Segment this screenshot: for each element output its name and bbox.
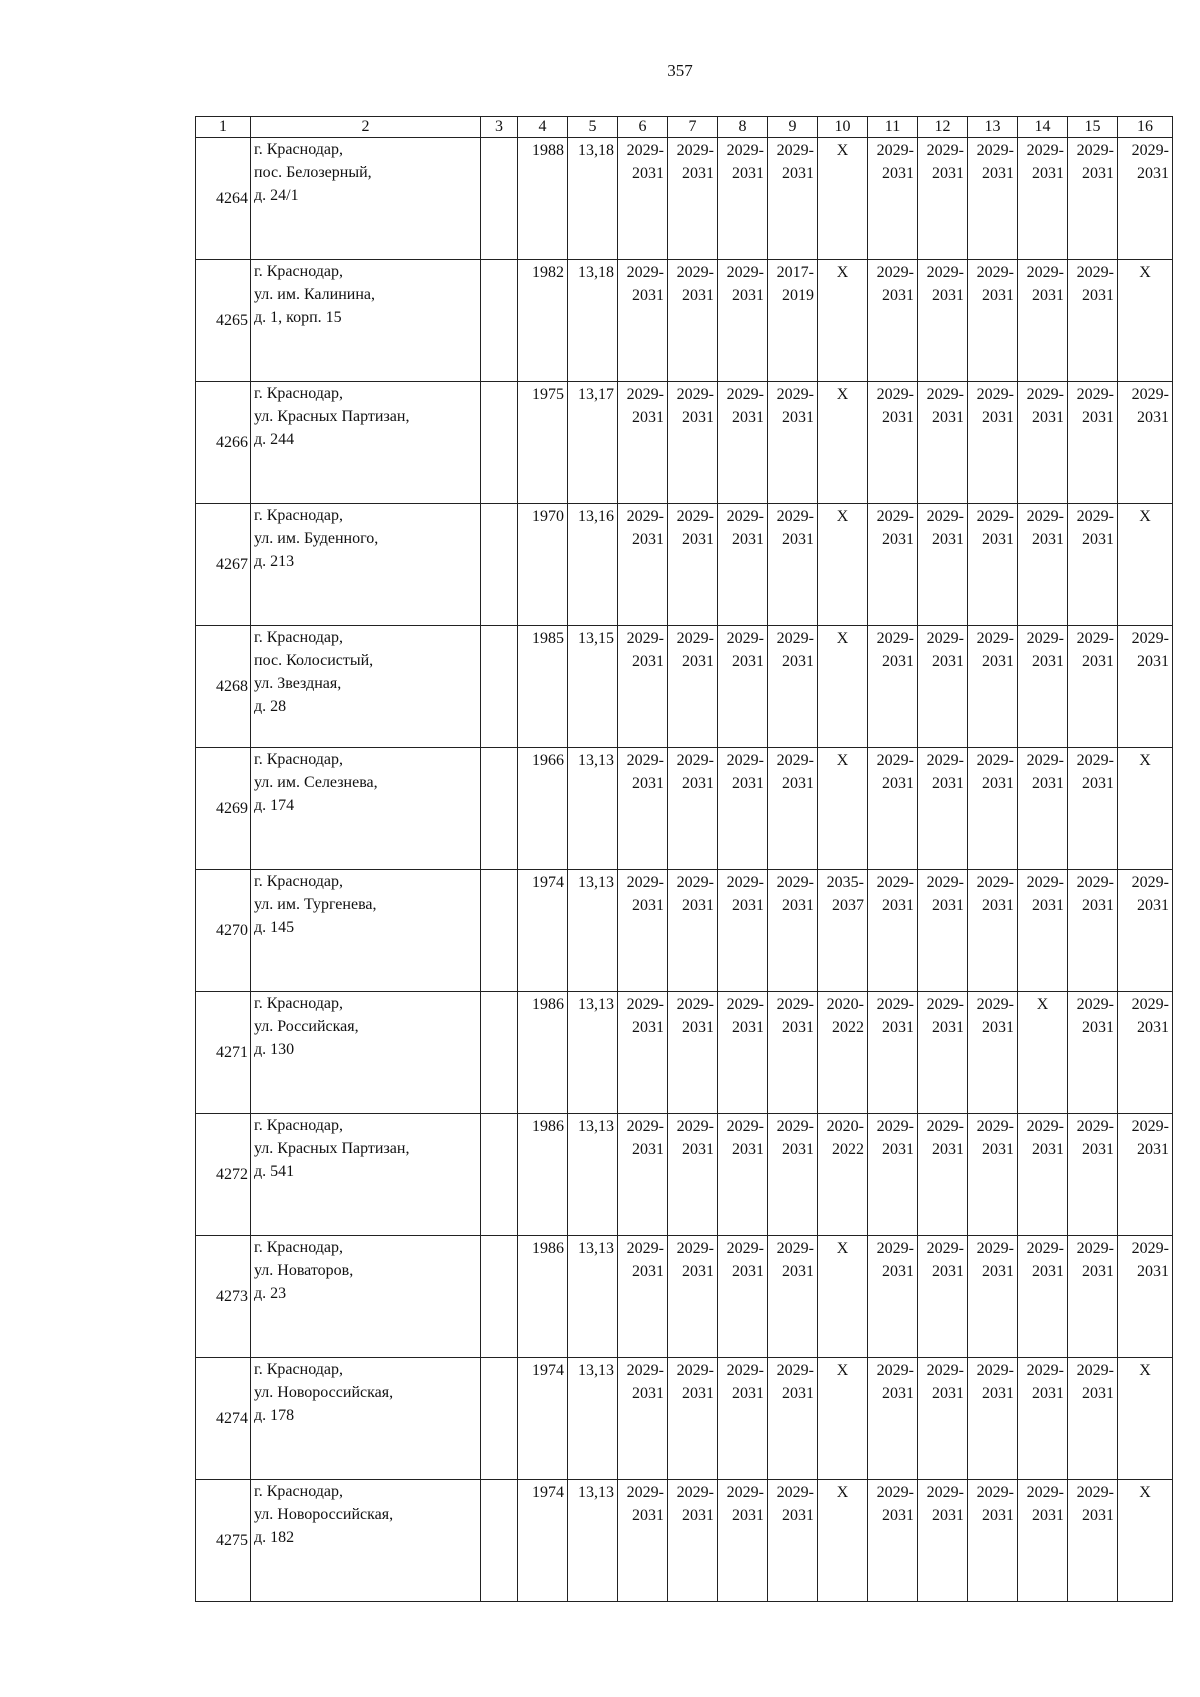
period-cell: X bbox=[1118, 1480, 1173, 1602]
period-cell: 2029- 2031 bbox=[668, 504, 718, 626]
period-cell: X bbox=[1118, 1358, 1173, 1480]
period-cell: 2029- 2031 bbox=[1018, 138, 1068, 260]
period-cell: 2029- 2031 bbox=[668, 992, 718, 1114]
period-cell: 2029- 2031 bbox=[918, 992, 968, 1114]
period-cell: 2029- 2031 bbox=[968, 748, 1018, 870]
period-cell: 2029- 2031 bbox=[918, 870, 968, 992]
period-cell: 2029- 2031 bbox=[618, 504, 668, 626]
page-number: 357 bbox=[667, 61, 693, 80]
period-cell: 2029- 2031 bbox=[868, 260, 918, 382]
repair-schedule-table bbox=[195, 116, 1173, 1602]
period-cell: 2029- 2031 bbox=[918, 138, 968, 260]
column-header: 9 bbox=[768, 117, 818, 138]
period-cell: 2029- 2031 bbox=[618, 626, 668, 748]
address-cell: г. Краснодар, ул. Российская, д. 130 bbox=[251, 992, 481, 1114]
period-cell: 2029- 2031 bbox=[1118, 626, 1173, 748]
period-cell: 2029- 2031 bbox=[868, 504, 918, 626]
address-cell: г. Краснодар, ул. Красных Партизан, д. 244 bbox=[251, 382, 481, 504]
period-cell: 2029- 2031 bbox=[768, 1480, 818, 1602]
period-cell: 2029- 2031 bbox=[968, 260, 1018, 382]
wear-cell: 13,13 bbox=[568, 1114, 618, 1236]
build-year-cell: 1975 bbox=[518, 382, 568, 504]
period-cell: 2029- 2031 bbox=[918, 382, 968, 504]
period-cell: 2029- 2031 bbox=[868, 992, 918, 1114]
row-number: 4274 bbox=[196, 1358, 251, 1480]
col3-cell bbox=[481, 504, 518, 626]
period-cell: 2029- 2031 bbox=[668, 870, 718, 992]
period-cell: X bbox=[818, 504, 868, 626]
period-cell: 2029- 2031 bbox=[868, 1358, 918, 1480]
col3-cell bbox=[481, 138, 518, 260]
build-year-cell: 1988 bbox=[518, 138, 568, 260]
row-number: 4266 bbox=[196, 382, 251, 504]
period-cell: X bbox=[818, 1236, 868, 1358]
period-cell: 2029- 2031 bbox=[1018, 626, 1068, 748]
address-cell: г. Краснодар, пос. Белозерный, д. 24/1 bbox=[251, 138, 481, 260]
period-cell: 2029- 2031 bbox=[768, 382, 818, 504]
period-cell: 2029- 2031 bbox=[1068, 382, 1118, 504]
period-cell: 2029- 2031 bbox=[1068, 1480, 1118, 1602]
col3-cell bbox=[481, 1114, 518, 1236]
row-number: 4272 bbox=[196, 1114, 251, 1236]
column-number-header-row bbox=[196, 117, 1173, 138]
column-header: 8 bbox=[718, 117, 768, 138]
period-cell: 2029- 2031 bbox=[1068, 1114, 1118, 1236]
column-header: 14 bbox=[1018, 117, 1068, 138]
period-cell: 2029- 2031 bbox=[1068, 504, 1118, 626]
col3-cell bbox=[481, 382, 518, 504]
period-cell: X bbox=[1118, 260, 1173, 382]
period-cell: 2029- 2031 bbox=[868, 1480, 918, 1602]
address-cell: г. Краснодар, ул. им. Тургенева, д. 145 bbox=[251, 870, 481, 992]
period-cell: 2029- 2031 bbox=[868, 382, 918, 504]
column-header: 16 bbox=[1118, 117, 1173, 138]
period-cell: 2029- 2031 bbox=[668, 382, 718, 504]
period-cell: 2029- 2031 bbox=[968, 504, 1018, 626]
period-cell: 2029- 2031 bbox=[668, 1358, 718, 1480]
period-cell: X bbox=[1118, 748, 1173, 870]
build-year-cell: 1966 bbox=[518, 748, 568, 870]
period-cell: 2029- 2031 bbox=[618, 992, 668, 1114]
address-cell: г. Краснодар, ул. Красных Партизан, д. 541 bbox=[251, 1114, 481, 1236]
period-cell: 2029- 2031 bbox=[1068, 626, 1118, 748]
period-cell: 2029- 2031 bbox=[868, 748, 918, 870]
period-cell: 2029- 2031 bbox=[918, 626, 968, 748]
col3-cell bbox=[481, 626, 518, 748]
period-cell: 2029- 2031 bbox=[618, 138, 668, 260]
column-header: 15 bbox=[1068, 117, 1118, 138]
wear-cell: 13,15 bbox=[568, 626, 618, 748]
col3-cell bbox=[481, 1236, 518, 1358]
col3-cell bbox=[481, 1358, 518, 1480]
period-cell: 2029- 2031 bbox=[718, 626, 768, 748]
period-cell: 2029- 2031 bbox=[1118, 992, 1173, 1114]
wear-cell: 13,18 bbox=[568, 138, 618, 260]
period-cell: 2029- 2031 bbox=[668, 138, 718, 260]
period-cell: 2029- 2031 bbox=[768, 626, 818, 748]
build-year-cell: 1986 bbox=[518, 1114, 568, 1236]
row-number: 4265 bbox=[196, 260, 251, 382]
col3-cell bbox=[481, 992, 518, 1114]
period-cell: X bbox=[818, 260, 868, 382]
period-cell: 2029- 2031 bbox=[968, 870, 1018, 992]
period-cell: 2029- 2031 bbox=[668, 1480, 718, 1602]
col3-cell bbox=[481, 870, 518, 992]
col3-cell bbox=[481, 748, 518, 870]
period-cell: 2020- 2022 bbox=[818, 992, 868, 1114]
period-cell: 2029- 2031 bbox=[1018, 504, 1068, 626]
period-cell: 2029- 2031 bbox=[968, 1480, 1018, 1602]
row-number: 4269 bbox=[196, 748, 251, 870]
period-cell: 2029- 2031 bbox=[668, 626, 718, 748]
column-header: 13 bbox=[968, 117, 1018, 138]
period-cell: 2020- 2022 bbox=[818, 1114, 868, 1236]
period-cell: 2029- 2031 bbox=[1018, 382, 1068, 504]
period-cell: 2029- 2031 bbox=[1018, 1236, 1068, 1358]
row-number: 4268 bbox=[196, 626, 251, 748]
period-cell: 2029- 2031 bbox=[768, 504, 818, 626]
period-cell: 2029- 2031 bbox=[718, 748, 768, 870]
period-cell: 2029- 2031 bbox=[868, 870, 918, 992]
period-cell: 2029- 2031 bbox=[968, 1236, 1018, 1358]
period-cell: 2029- 2031 bbox=[618, 382, 668, 504]
period-cell: 2029- 2031 bbox=[1118, 1114, 1173, 1236]
period-cell: 2029- 2031 bbox=[718, 260, 768, 382]
period-cell: 2029- 2031 bbox=[1068, 870, 1118, 992]
address-cell: г. Краснодар, ул. им. Буденного, д. 213 bbox=[251, 504, 481, 626]
period-cell: 2029- 2031 bbox=[718, 382, 768, 504]
period-cell: 2029- 2031 bbox=[1018, 1114, 1068, 1236]
period-cell: X bbox=[818, 1480, 868, 1602]
build-year-cell: 1974 bbox=[518, 870, 568, 992]
wear-cell: 13,13 bbox=[568, 1236, 618, 1358]
period-cell: 2029- 2031 bbox=[668, 1114, 718, 1236]
wear-cell: 13,13 bbox=[568, 992, 618, 1114]
period-cell: 2029- 2031 bbox=[1018, 1358, 1068, 1480]
column-header: 5 bbox=[568, 117, 618, 138]
period-cell: 2029- 2031 bbox=[768, 138, 818, 260]
column-header: 4 bbox=[518, 117, 568, 138]
period-cell: 2029- 2031 bbox=[918, 748, 968, 870]
period-cell: 2029- 2031 bbox=[718, 1236, 768, 1358]
period-cell: 2029- 2031 bbox=[868, 1236, 918, 1358]
period-cell: 2029- 2031 bbox=[718, 504, 768, 626]
period-cell: 2029- 2031 bbox=[868, 626, 918, 748]
table-row bbox=[196, 748, 1173, 870]
period-cell: 2029- 2031 bbox=[1118, 382, 1173, 504]
build-year-cell: 1986 bbox=[518, 992, 568, 1114]
period-cell: 2029- 2031 bbox=[718, 870, 768, 992]
period-cell: 2029- 2031 bbox=[618, 1480, 668, 1602]
row-number: 4267 bbox=[196, 504, 251, 626]
column-header: 3 bbox=[481, 117, 518, 138]
build-year-cell: 1974 bbox=[518, 1358, 568, 1480]
address-cell: г. Краснодар, ул. им. Селезнева, д. 174 bbox=[251, 748, 481, 870]
period-cell: 2029- 2031 bbox=[668, 260, 718, 382]
period-cell: 2029- 2031 bbox=[668, 1236, 718, 1358]
address-cell: г. Краснодар, пос. Колосистый, ул. Звездная, д. 28 bbox=[251, 626, 481, 748]
wear-cell: 13,17 bbox=[568, 382, 618, 504]
wear-cell: 13,13 bbox=[568, 1480, 618, 1602]
row-number: 4275 bbox=[196, 1480, 251, 1602]
period-cell: 2029- 2031 bbox=[768, 870, 818, 992]
period-cell: 2029- 2031 bbox=[1118, 1236, 1173, 1358]
period-cell: 2029- 2031 bbox=[868, 1114, 918, 1236]
wear-cell: 13,13 bbox=[568, 1358, 618, 1480]
build-year-cell: 1970 bbox=[518, 504, 568, 626]
table-row bbox=[196, 382, 1173, 504]
period-cell: 2029- 2031 bbox=[718, 1480, 768, 1602]
table-row bbox=[196, 992, 1173, 1114]
period-cell: 2029- 2031 bbox=[768, 748, 818, 870]
period-cell: 2029- 2031 bbox=[1068, 138, 1118, 260]
period-cell: 2029- 2031 bbox=[968, 626, 1018, 748]
column-header: 11 bbox=[868, 117, 918, 138]
table-row bbox=[196, 504, 1173, 626]
period-cell: 2029- 2031 bbox=[968, 1114, 1018, 1236]
address-cell: г. Краснодар, ул. Новаторов, д. 23 bbox=[251, 1236, 481, 1358]
period-cell: 2029- 2031 bbox=[1018, 870, 1068, 992]
period-cell: 2029- 2031 bbox=[918, 504, 968, 626]
period-cell: 2029- 2031 bbox=[768, 992, 818, 1114]
period-cell: 2029- 2031 bbox=[668, 748, 718, 870]
period-cell: 2029- 2031 bbox=[1068, 992, 1118, 1114]
period-cell: X bbox=[1018, 992, 1068, 1114]
period-cell: 2029- 2031 bbox=[1068, 1358, 1118, 1480]
col3-cell bbox=[481, 260, 518, 382]
period-cell: 2029- 2031 bbox=[918, 1236, 968, 1358]
period-cell: 2029- 2031 bbox=[1018, 1480, 1068, 1602]
row-number: 4273 bbox=[196, 1236, 251, 1358]
address-cell: г. Краснодар, ул. Новороссийская, д. 178 bbox=[251, 1358, 481, 1480]
row-number: 4271 bbox=[196, 992, 251, 1114]
table-row bbox=[196, 260, 1173, 382]
period-cell: 2029- 2031 bbox=[768, 1114, 818, 1236]
period-cell: 2029- 2031 bbox=[968, 138, 1018, 260]
period-cell: 2029- 2031 bbox=[768, 1358, 818, 1480]
period-cell: X bbox=[818, 382, 868, 504]
period-cell: 2029- 2031 bbox=[1118, 870, 1173, 992]
period-cell: 2029- 2031 bbox=[918, 1480, 968, 1602]
table-row bbox=[196, 138, 1173, 260]
period-cell: 2029- 2031 bbox=[918, 260, 968, 382]
period-cell: 2029- 2031 bbox=[968, 382, 1018, 504]
period-cell: 2029- 2031 bbox=[618, 1236, 668, 1358]
column-header: 12 bbox=[918, 117, 968, 138]
period-cell: 2029- 2031 bbox=[1018, 748, 1068, 870]
wear-cell: 13,16 bbox=[568, 504, 618, 626]
period-cell: 2029- 2031 bbox=[1068, 260, 1118, 382]
column-header: 6 bbox=[618, 117, 668, 138]
period-cell: 2029- 2031 bbox=[618, 748, 668, 870]
period-cell: X bbox=[818, 626, 868, 748]
period-cell: 2029- 2031 bbox=[968, 1358, 1018, 1480]
period-cell: 2029- 2031 bbox=[768, 1236, 818, 1358]
table-row bbox=[196, 1358, 1173, 1480]
build-year-cell: 1985 bbox=[518, 626, 568, 748]
period-cell: 2029- 2031 bbox=[618, 870, 668, 992]
table-row bbox=[196, 1114, 1173, 1236]
period-cell: 2029- 2031 bbox=[918, 1114, 968, 1236]
period-cell: 2029- 2031 bbox=[718, 1114, 768, 1236]
table-row bbox=[196, 1480, 1173, 1602]
period-cell: 2029- 2031 bbox=[1118, 138, 1173, 260]
col3-cell bbox=[481, 1480, 518, 1602]
period-cell: X bbox=[818, 1358, 868, 1480]
period-cell: 2029- 2031 bbox=[618, 260, 668, 382]
table-row bbox=[196, 1236, 1173, 1358]
wear-cell: 13,13 bbox=[568, 748, 618, 870]
period-cell: X bbox=[1118, 504, 1173, 626]
period-cell: 2029- 2031 bbox=[618, 1358, 668, 1480]
period-cell: 2017- 2019 bbox=[768, 260, 818, 382]
table-row bbox=[196, 626, 1173, 748]
period-cell: 2029- 2031 bbox=[868, 138, 918, 260]
column-header: 1 bbox=[196, 117, 251, 138]
build-year-cell: 1974 bbox=[518, 1480, 568, 1602]
period-cell: 2029- 2031 bbox=[1018, 260, 1068, 382]
period-cell: 2035- 2037 bbox=[818, 870, 868, 992]
wear-cell: 13,13 bbox=[568, 870, 618, 992]
address-cell: г. Краснодар, ул. им. Калинина, д. 1, корп. 15 bbox=[251, 260, 481, 382]
table-body bbox=[196, 117, 1173, 1602]
column-header: 2 bbox=[251, 117, 481, 138]
period-cell: 2029- 2031 bbox=[618, 1114, 668, 1236]
period-cell: 2029- 2031 bbox=[718, 138, 768, 260]
period-cell: 2029- 2031 bbox=[1068, 1236, 1118, 1358]
period-cell: 2029- 2031 bbox=[718, 992, 768, 1114]
wear-cell: 13,18 bbox=[568, 260, 618, 382]
column-header: 7 bbox=[668, 117, 718, 138]
row-number: 4270 bbox=[196, 870, 251, 992]
period-cell: X bbox=[818, 138, 868, 260]
table-row bbox=[196, 870, 1173, 992]
period-cell: 2029- 2031 bbox=[918, 1358, 968, 1480]
build-year-cell: 1982 bbox=[518, 260, 568, 382]
column-header: 10 bbox=[818, 117, 868, 138]
row-number: 4264 bbox=[196, 138, 251, 260]
period-cell: 2029- 2031 bbox=[718, 1358, 768, 1480]
period-cell: X bbox=[818, 748, 868, 870]
address-cell: г. Краснодар, ул. Новороссийская, д. 182 bbox=[251, 1480, 481, 1602]
period-cell: 2029- 2031 bbox=[1068, 748, 1118, 870]
period-cell: 2029- 2031 bbox=[968, 992, 1018, 1114]
build-year-cell: 1986 bbox=[518, 1236, 568, 1358]
